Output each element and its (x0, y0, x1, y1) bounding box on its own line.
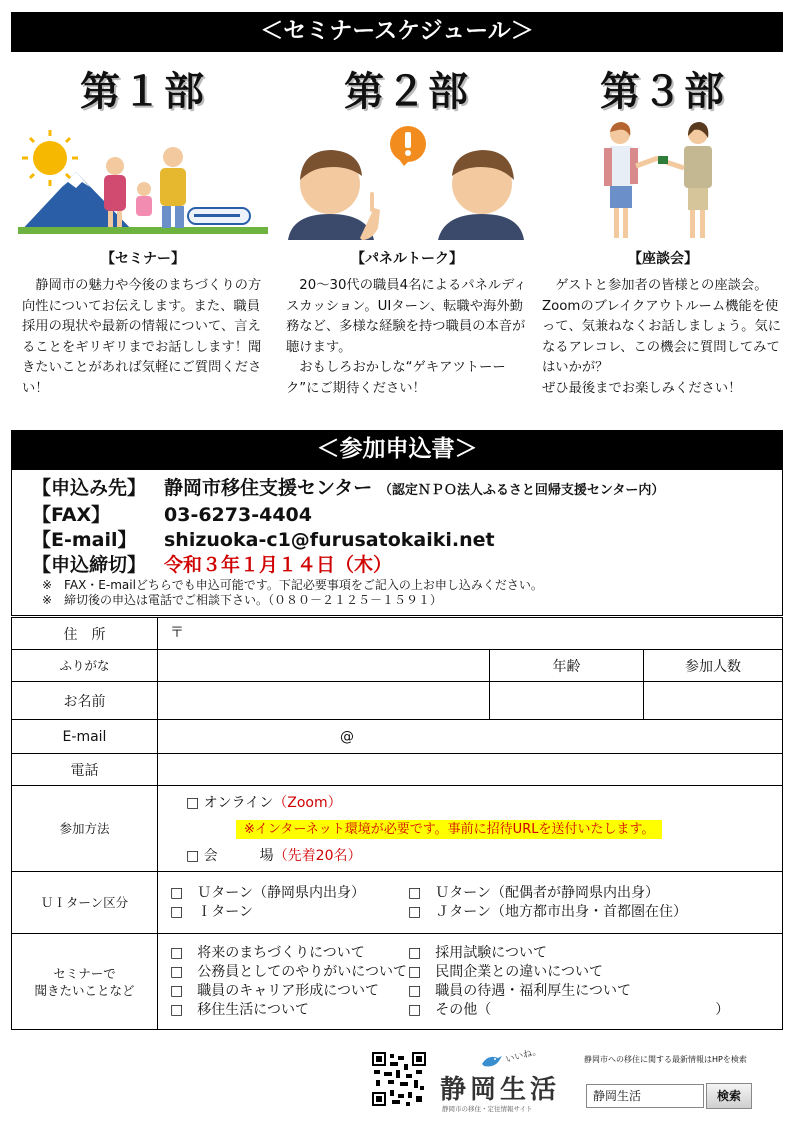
apply-email-row (32, 528, 782, 553)
fax-label: 【FAX】 (32, 504, 111, 526)
ui-turn-options (158, 872, 783, 934)
age-field[interactable] (490, 682, 644, 720)
schedule-header: ＜セミナースケジュール＞ (11, 12, 783, 52)
qr-code-icon[interactable] (372, 1052, 426, 1106)
email-value: shizuoka-c1@furusatokaiki.net (164, 529, 495, 551)
method-label: 参加方法 (12, 786, 158, 872)
name-field[interactable] (158, 682, 490, 720)
logo-tagline: 静岡市の移住・定住情報サイト (442, 1105, 533, 1113)
dest-note: （認定ＮＰＯ法人ふるさと回帰支援センター内） (378, 483, 665, 498)
part-1-column (18, 60, 268, 399)
count-label: 参加人数 (644, 650, 783, 682)
interest-option-1[interactable]: □ 将来のまちづくりについて (170, 944, 365, 961)
interest-option-8[interactable]: □ その他（ ） (408, 1001, 730, 1018)
apply-header: ＜参加申込書＞ (11, 430, 783, 470)
part-2-subtitle: 【パネルトーク】 (351, 251, 463, 267)
part-1-description: 静岡市の魅力や今後のまちづくりの方向性についてお伝えします。また、職員採用の現状や最新の情報について、言えることをギリギリまでお話しします！聞きたいことがあれば気軽にご質問ください！ (22, 278, 262, 396)
dest-label: 【申込み先】 (32, 477, 147, 499)
email-field[interactable] (158, 720, 783, 754)
address-field[interactable] (158, 618, 783, 650)
part-1-title: 第１部 (80, 69, 206, 115)
interest-label-line-1: セミナーで (53, 965, 116, 981)
online-note: （Zoom） (273, 795, 342, 811)
apply-fax-row (32, 503, 782, 528)
interest-label (12, 934, 158, 1030)
address-label: 住 所 (12, 618, 158, 650)
ui-turn-label: ＵＩターン区分 (12, 872, 158, 934)
application-form (11, 617, 783, 1030)
venue-note: （先着20名） (273, 848, 362, 864)
bird-icon (480, 1052, 502, 1070)
online-option[interactable] (186, 792, 782, 812)
part-3-description-2: ぜひ最後までお楽しみください！ (542, 380, 742, 396)
online-checkbox-label[interactable]: □ オンライン (186, 795, 274, 811)
interest-options (158, 934, 783, 1030)
family-mt-fuji-illustration (18, 122, 268, 242)
venue-checkbox-label[interactable]: □ 会 場 (186, 848, 274, 864)
ui-option-4[interactable]: □ Ｊターン（地方都市出身・首都圏在住） (408, 903, 687, 920)
ui-option-2[interactable]: □ Ｕターン（配偶者が静岡県内出身） (408, 884, 659, 901)
search-input[interactable]: 静岡生活 (586, 1084, 704, 1108)
deadline-label: 【申込締切】 (32, 554, 147, 576)
part-2-title: 第２部 (344, 69, 470, 115)
part-1-subtitle: 【セミナー】 (101, 251, 185, 267)
apply-deadline-row (32, 553, 782, 578)
email-label: 【E-mail】 (32, 529, 137, 551)
interest-label-line-2: 聞きたいことなど (34, 982, 135, 998)
venue-option[interactable] (186, 845, 782, 865)
panel-talk-illustration (282, 122, 532, 242)
logo-iine-text: いいね。 (504, 1046, 543, 1066)
part-2-description-2: おもしろおかしな“ゲキアツトーーク”にご期待ください！ (286, 360, 506, 396)
deadline-value: 令和３年１月１４日（木） (164, 554, 393, 576)
interest-option-4[interactable]: □ 民間企業との違いについて (408, 963, 603, 980)
logo-name: 静岡生活 (440, 1075, 561, 1105)
interest-option-3[interactable]: □ 公務員としてのやりがいについて (170, 963, 407, 980)
part-3-title: 第３部 (600, 69, 726, 115)
part-3-subtitle: 【座談会】 (628, 251, 698, 267)
phone-label: 電話 (12, 754, 158, 786)
interest-option-2[interactable]: □ 採用試験について (408, 944, 547, 961)
interest-option-6[interactable]: □ 職員の待遇・福利厚生について (408, 982, 631, 999)
part-2-description: 20～30代の職員4名によるパネルディスカッション。UIターン、転職や海外勤務など、多様な経験を持つ職員の本音が聴けます。 (286, 278, 527, 355)
method-options (158, 786, 783, 872)
apply-info-box (11, 470, 783, 616)
fax-value: 03-6273-4404 (164, 504, 312, 526)
age-label: 年齢 (490, 650, 644, 682)
hp-search-hint: 静岡市への移住に関する最新情報はHPを検索 (584, 1055, 747, 1064)
footer (370, 1042, 770, 1117)
ui-option-1[interactable]: □ Ｕターン（静岡県内出身） (170, 884, 365, 901)
search-button[interactable]: 検索 (706, 1083, 752, 1109)
name-label: お名前 (12, 682, 158, 720)
furigana-label: ふりがな (12, 650, 158, 682)
postal-mark: 〒 (170, 625, 184, 641)
interest-option-5[interactable]: □ 職員のキャリア形成について (170, 982, 379, 999)
apply-destination-row (32, 476, 782, 503)
apply-note-1: ※ FAX・E-mailどちらでも申込可能です。下記必要事項をご記入の上お申し込みください。 (42, 578, 543, 592)
discussion-illustration (538, 122, 788, 242)
email-row-label: E-mail (12, 720, 158, 754)
part-3-description: ゲストと参加者の皆様との座談会。Zoomのブレイクアウトルーム機能を使って、気兼ねなくお話しましょう。気になるアレコレ、この機会に質問してみてはいかが？ (542, 278, 782, 375)
phone-field[interactable] (158, 754, 783, 786)
ui-option-3[interactable]: □ Ｉターン (170, 903, 253, 920)
at-mark: @ (340, 728, 354, 745)
part-3-column (538, 60, 788, 399)
interest-option-7[interactable]: □ 移住生活について (170, 1001, 309, 1018)
online-warning: ※インターネット環境が必要です。事前に招待URLを送付いたします。 (236, 820, 662, 839)
apply-note-2: ※ 締切後の申込は電話でご相談下さい。（０８０－２１２５－１５９１） (42, 593, 443, 607)
furigana-field[interactable] (158, 650, 490, 682)
part-2-column (282, 60, 532, 399)
count-field[interactable] (644, 682, 783, 720)
dest-value: 静岡市移住支援センター (164, 477, 373, 499)
